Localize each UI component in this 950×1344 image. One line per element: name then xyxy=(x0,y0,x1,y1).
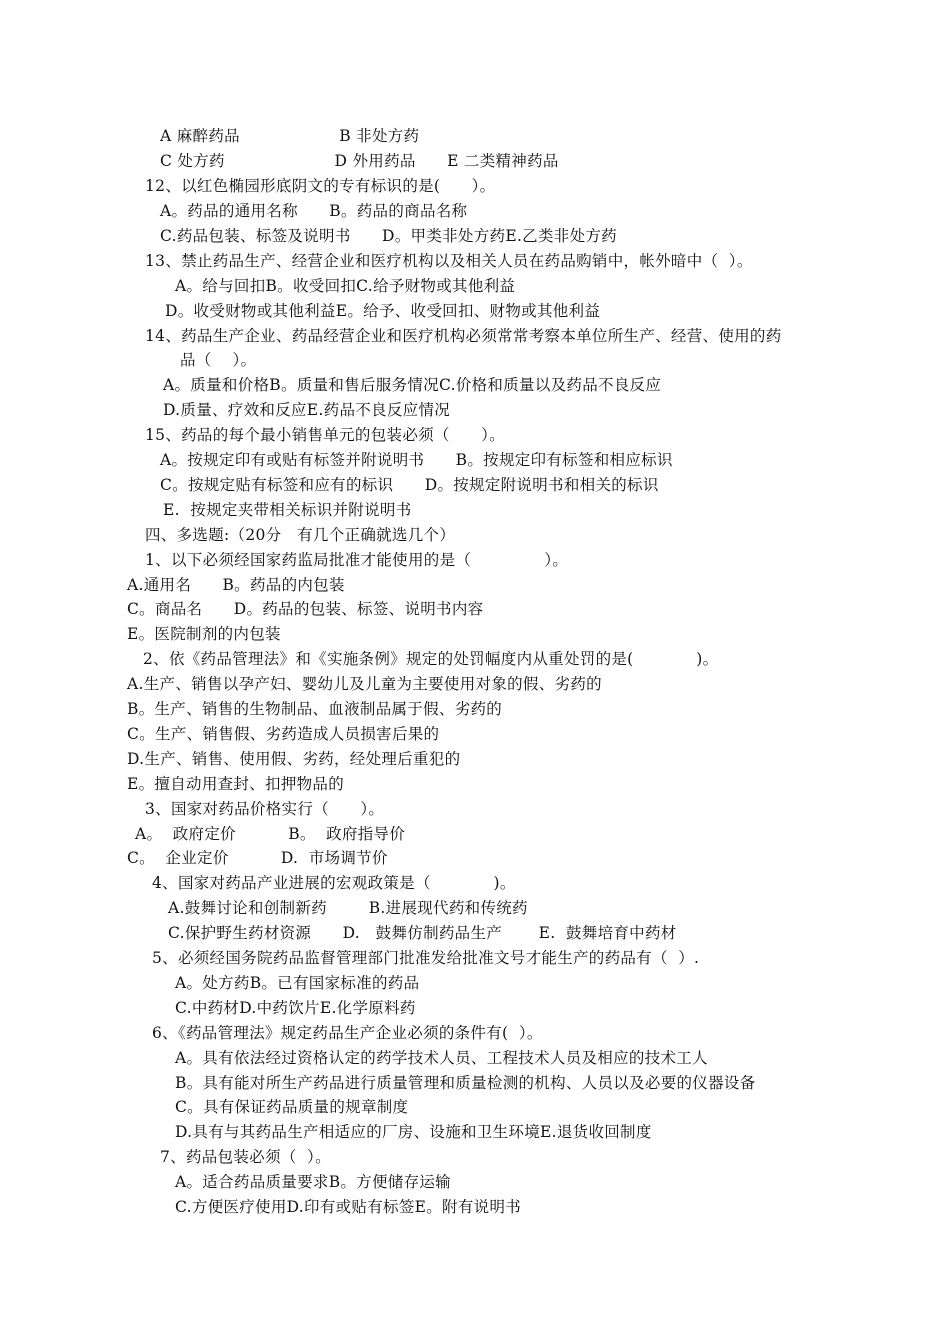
question-15: 15、药品的每个最小销售单元的包装必须（ ）。 xyxy=(145,426,505,444)
text-line: E。医院制剂的内包装 xyxy=(127,625,281,643)
text-line: A.生产、销售以孕产妇、婴幼儿及儿童为主要使用对象的假、劣药的 xyxy=(127,675,602,693)
text-line: A。具有依法经过资格认定的药学技术人员、工程技术人员及相应的技术工人 xyxy=(175,1049,708,1067)
text-line: C。 企业定价 D. 市场调节价 xyxy=(127,849,388,867)
text-line: C。生产、销售假、劣药造成人员损害后果的 xyxy=(127,725,440,743)
text-line: C。按规定贴有标签和应有的标识 D。按规定附说明书和相关的标识 xyxy=(160,476,659,494)
text-line: A。质量和价格B。质量和售后服务情况C.价格和质量以及药品不良反应 xyxy=(163,376,662,394)
text-line: A.通用名 B。药品的内包装 xyxy=(127,576,345,594)
text-line: D.生产、销售、使用假、劣药，经处理后重犯的 xyxy=(127,750,461,768)
text-line: B。具有能对所生产药品进行质量管理和质量检测的机构、人员以及必要的仪器设备 xyxy=(175,1074,756,1092)
question-m1: 1、以下必须经国家药监局批准才能使用的是（ ）。 xyxy=(145,551,569,569)
question-m7: 7、药品包装必须（ ）。 xyxy=(160,1148,331,1166)
text-line: A。 政府定价 B。 政府指导价 xyxy=(135,825,406,843)
question-13: 13、禁止药品生产、经营企业和医疗机构以及相关人员在药品购销中，帐外暗中（ ）。 xyxy=(145,252,753,270)
text-line: A。按规定印有或贴有标签并附说明书 B。按规定印有标签和相应标识 xyxy=(160,451,673,469)
question-m2: 2、依《药品管理法》和《实施条例》规定的处罚幅度内从重处罚的是( )。 xyxy=(143,650,719,668)
text-line: D.具有与其药品生产相适应的厂房、设施和卫生环境E.退货收回制度 xyxy=(175,1123,652,1141)
text-line: A。适合药品质量要求B。方便储存运输 xyxy=(175,1173,451,1191)
section-heading: 四、多选题:（20分 有几个正确就选几个） xyxy=(145,526,456,544)
text-line: 品（ ）。 xyxy=(180,351,257,369)
text-line: A 麻醉药品 B 非处方药 xyxy=(160,127,420,145)
question-m5: 5、必须经国务院药品监督管理部门批准发给批准文号才能生产的药品有（ ）. xyxy=(152,949,700,967)
text-line: A。处方药B。已有国家标准的药品 xyxy=(175,974,420,992)
question-14: 14、药品生产企业、药品经营企业和医疗机构必须常常考察本单位所生产、经营、使用的药 xyxy=(145,327,782,345)
text-line: D.质量、疗效和反应E.药品不良反应情况 xyxy=(163,401,451,419)
text-line: B。生产、销售的生物制品、血液制品属于假、劣药的 xyxy=(127,700,503,718)
text-line: C.保护野生药材资源 D. 鼓舞仿制药品生产 E. 鼓舞培育中药材 xyxy=(168,924,677,942)
question-m6: 6、《药品管理法》规定药品生产企业必须的条件有( ）。 xyxy=(152,1024,543,1042)
question-m4: 4、国家对药品产业进展的宏观政策是（ )。 xyxy=(152,874,516,892)
text-line: C。商品名 D。药品的包装、标签、说明书内容 xyxy=(127,600,484,618)
text-line: A。药品的通用名称 B。药品的商品名称 xyxy=(160,202,468,220)
question-12: 12、以红色椭园形底阴文的专有标识的是( ）。 xyxy=(145,177,496,195)
text-line: C。具有保证药品质量的规章制度 xyxy=(175,1098,409,1116)
text-line: C 处方药 D 外用药品 E 二类精神药品 xyxy=(160,152,559,170)
text-line: E. 按规定夹带相关标识并附说明书 xyxy=(163,501,412,519)
text-line: A.鼓舞讨论和创制新药 B.进展现代药和传统药 xyxy=(168,899,528,917)
text-line: C.方便医疗使用D.印有或贴有标签E。附有说明书 xyxy=(175,1198,522,1216)
text-line: D。收受财物或其他利益E。给予、收受回扣、财物或其他利益 xyxy=(165,302,601,320)
text-line: C.药品包装、标签及说明书 D。甲类非处方药E.乙类非处方药 xyxy=(160,227,617,245)
text-line: A。给与回扣B。收受回扣C.给予财物或其他利益 xyxy=(175,277,516,295)
question-m3: 3、国家对药品价格实行（ ）。 xyxy=(145,800,385,818)
text-line: E。擅自动用查封、扣押物品的 xyxy=(127,775,345,793)
text-line: C.中药材D.中药饮片E.化学原料药 xyxy=(175,999,416,1017)
